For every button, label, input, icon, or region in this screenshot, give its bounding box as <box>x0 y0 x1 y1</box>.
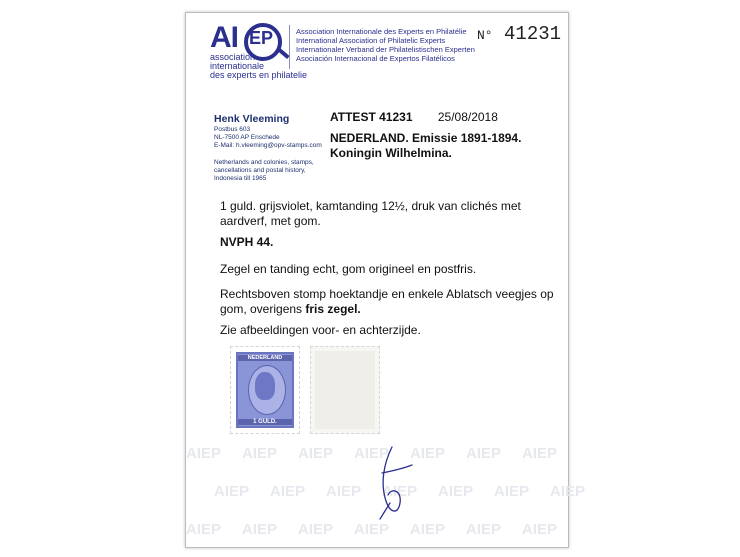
header-divider <box>289 25 290 69</box>
expert-email: E-Mail: h.vleeming@opv-stamps.com <box>214 142 322 149</box>
expert-description <box>214 159 314 183</box>
expert-desc-line: cancellations and postal history, <box>214 167 306 174</box>
watermark-tile: AIEP <box>494 483 530 500</box>
watermark-tile: AIEP <box>242 445 278 462</box>
watermark-tile: AIEP <box>214 483 250 500</box>
expert-address <box>214 126 322 150</box>
logo-sub-1: association <box>210 52 256 62</box>
expert-name: Henk Vleeming <box>214 113 290 125</box>
logo-ai-text: AI <box>210 21 238 54</box>
cert-prefix: N° <box>477 28 493 43</box>
watermark-tile: AIEP <box>326 483 362 500</box>
country-issue <box>330 131 521 161</box>
watermark-tile: AIEP <box>410 521 446 538</box>
certificate-number <box>477 23 561 45</box>
stamp-top-label: NEDERLAND <box>238 355 292 361</box>
stamp-value-label: 1 GULD. <box>238 419 292 425</box>
catalog-number: NVPH 44. <box>220 235 274 249</box>
association-name-de: Internationaler Verband der Philatelistischen Experten <box>296 45 475 54</box>
watermark-tile: AIEP <box>550 483 586 500</box>
stamp-back-image <box>310 346 380 434</box>
watermark-tile: AIEP <box>270 483 306 500</box>
logo-sub-2: internationale <box>210 61 265 71</box>
attest-label: ATTEST <box>330 110 376 124</box>
condition-statement <box>220 287 560 317</box>
watermark-tile: AIEP <box>522 445 558 462</box>
watermark-tile: AIEP <box>522 521 558 538</box>
attest-line <box>330 110 498 124</box>
watermark-tile: AIEP <box>354 445 390 462</box>
association-name-fr: Association Internationale des Experts en Philatélie <box>296 27 467 36</box>
watermark-tile: AIEP <box>354 521 390 538</box>
see-images-note: Zie afbeeldingen voor- en achterzijde. <box>220 323 421 337</box>
association-names <box>296 27 475 63</box>
condition-text: Rechtsboven stomp hoektandje en enkele Ablatsch veegjes op gom, overigens <box>220 287 554 316</box>
expert-address-line: NL-7500 AP Enschede <box>214 134 280 141</box>
country-line-1: NEDERLAND. Emissie 1891-1894. <box>330 131 522 145</box>
stamp-front-image <box>230 346 300 434</box>
watermark-tile: AIEP <box>410 445 446 462</box>
expert-desc-line: Indonesia till 1965 <box>214 175 267 182</box>
watermark-tile: AIEP <box>242 521 278 538</box>
watermark-tile: AIEP <box>466 445 502 462</box>
watermark-tile: AIEP <box>466 521 502 538</box>
association-name-en: International Association of Philatelic Experts <box>296 36 446 45</box>
watermark-tile: AIEP <box>298 445 334 462</box>
stamp-design <box>236 352 294 428</box>
watermark-tile: AIEP <box>298 521 334 538</box>
watermark-tile: AIEP <box>186 445 222 462</box>
stamp-description: 1 guld. grijsviolet, kamtanding 12½, druk van clichés met aardverf, met gom. <box>220 199 521 228</box>
signature-icon <box>362 443 422 523</box>
queen-portrait-icon <box>255 372 275 400</box>
logo-ep-text: EP <box>249 28 274 48</box>
genuine-statement: Zegel en tanding echt, gom origineel en postfris. <box>220 262 477 276</box>
watermark-tile: AIEP <box>438 483 474 500</box>
logo-sub-3: des experts en philatelie <box>210 70 308 80</box>
attest-date: 25/08/2018 <box>437 110 498 124</box>
expert-address-line: Postbus 603 <box>214 126 251 133</box>
condition-emphasis: fris zegel. <box>305 302 361 316</box>
watermark-tile: AIEP <box>186 521 222 538</box>
watermark-tile: AIEP <box>382 483 418 500</box>
association-name-es: Asociación Internacional de Expertos Filatélicos <box>296 54 455 63</box>
stamp-gum-side <box>315 351 375 429</box>
country-line-2: Koningin Wilhelmina. <box>330 146 452 160</box>
expert-desc-line: Netherlands and colonies, stamps, <box>214 159 314 166</box>
certificate-sheet <box>185 12 586 548</box>
attest-number: 41231 <box>379 110 413 124</box>
cert-number-value: 41231 <box>504 23 562 45</box>
